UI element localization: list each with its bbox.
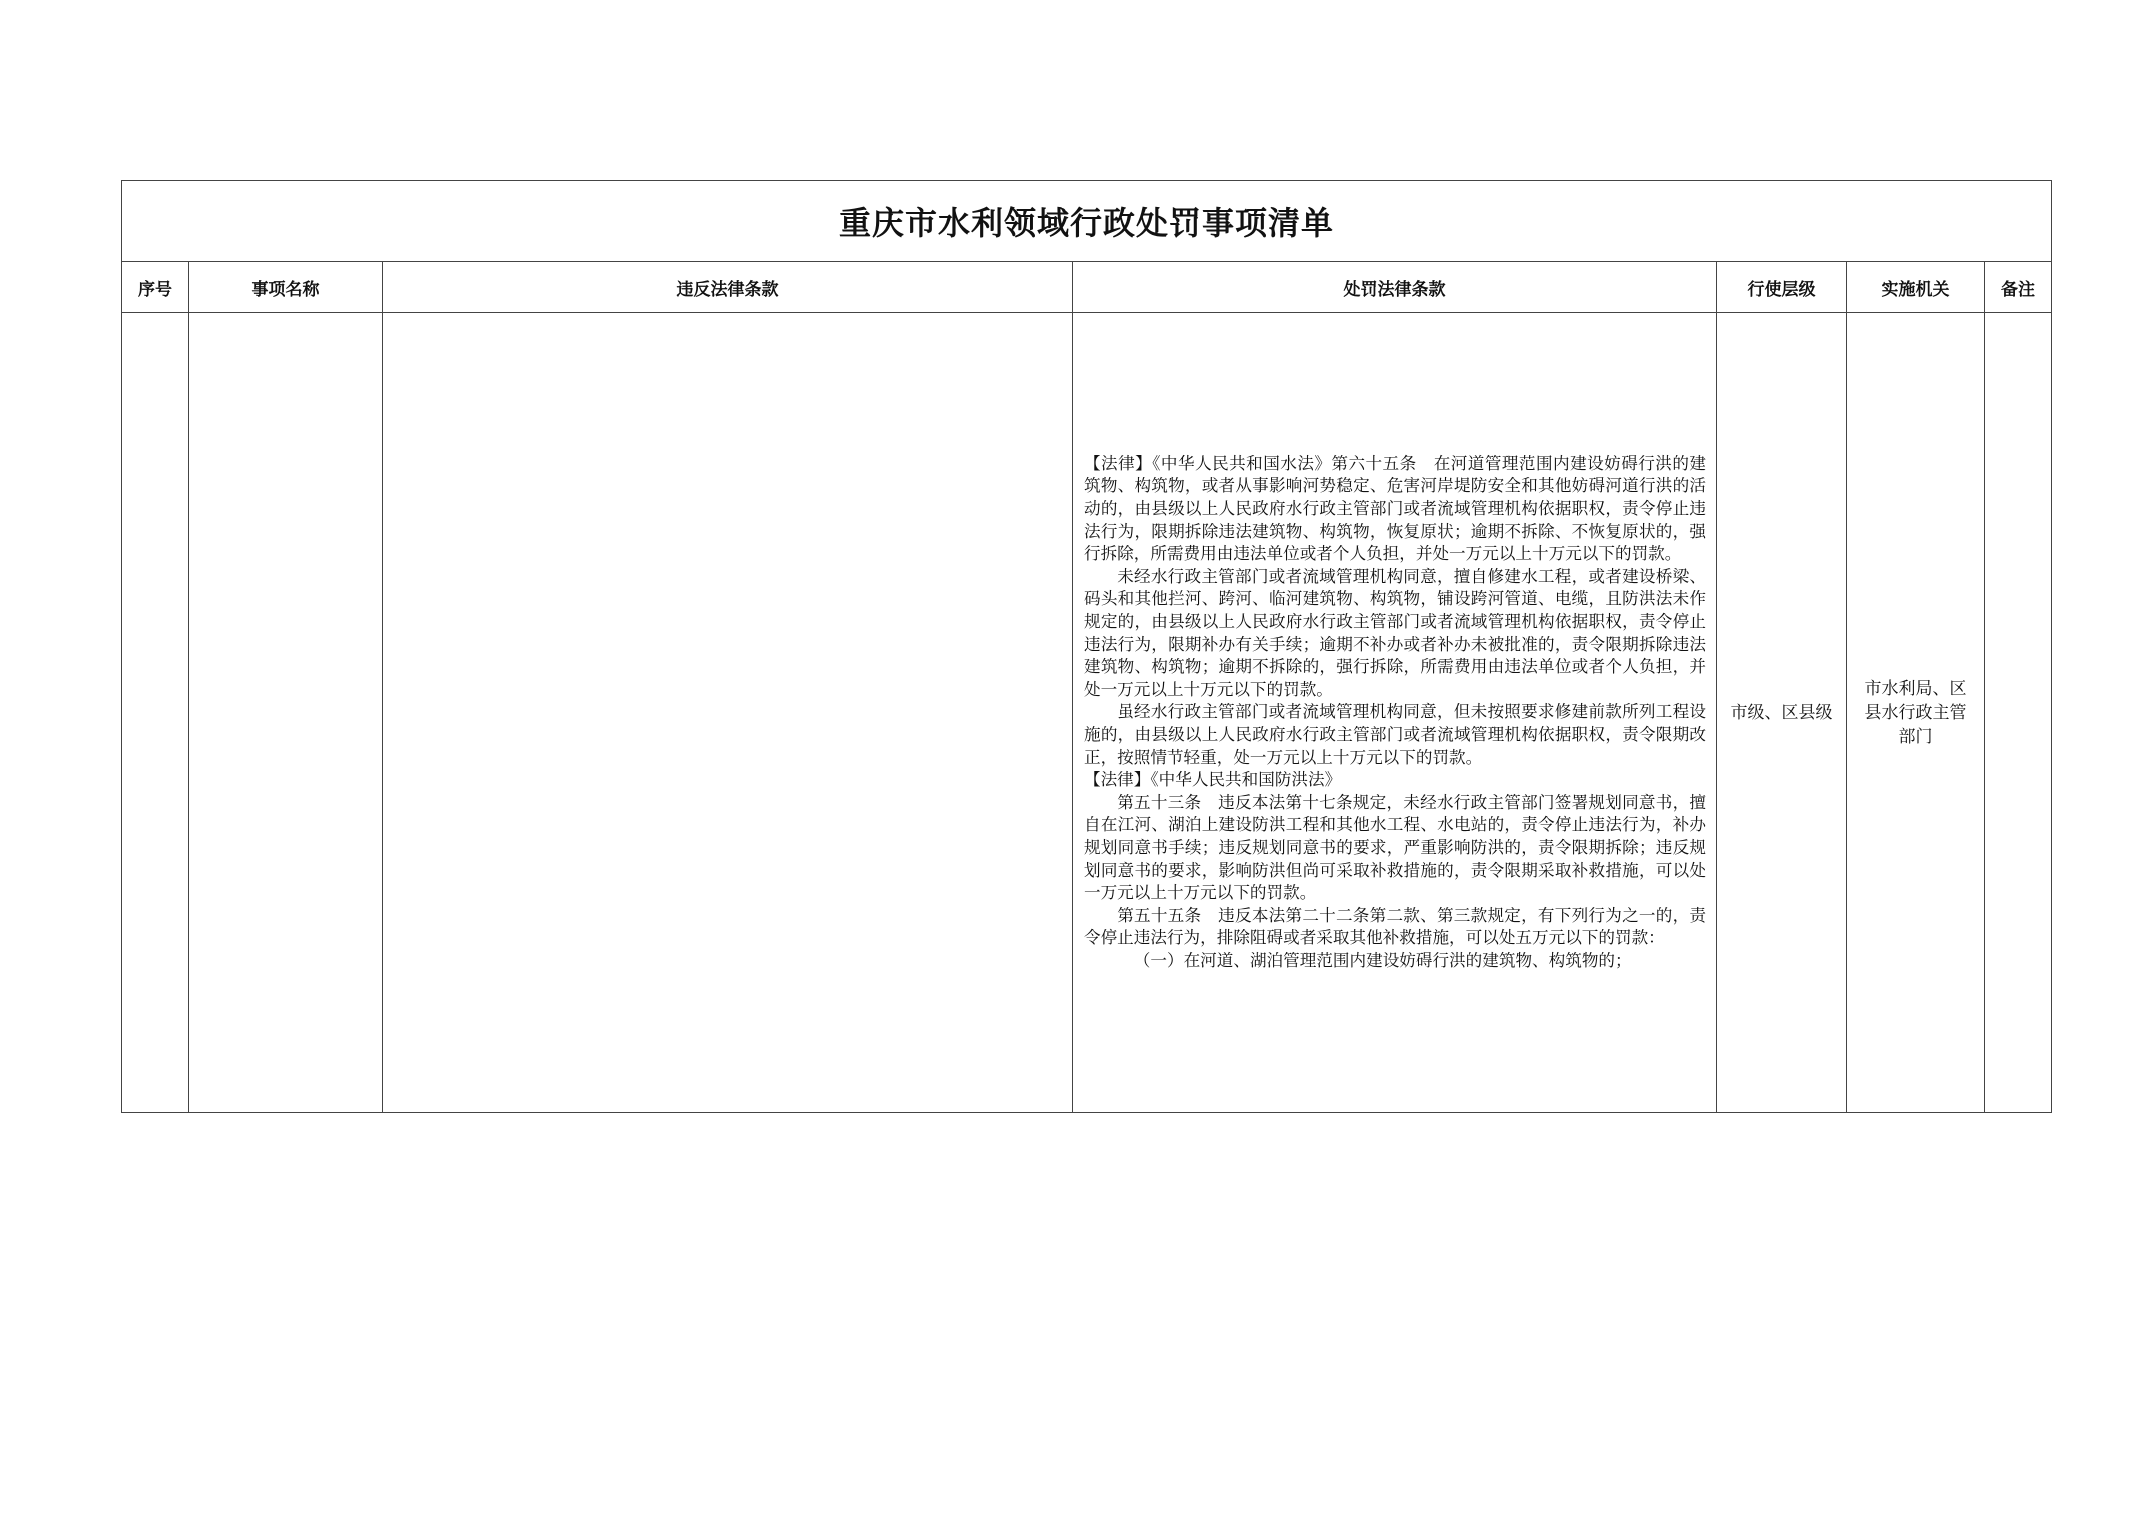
table-header-row [122, 262, 2052, 313]
penalty-clause-text [1073, 453, 1716, 973]
document-title: 重庆市水利领域行政处罚事项清单 [122, 181, 2052, 262]
penalty-list-table [121, 180, 2052, 1113]
cell-implementing-agency [1847, 313, 1985, 1113]
penalty-paragraph: （一）在河道、湖泊管理范围内建设妨碍行洪的建筑物、构筑物的； [1133, 950, 1632, 970]
penalty-paragraph: 第五十五条 违反本法第二十二条第二款、第三款规定，有下列行为之一的，责令停止违法行为，排除阻碍或者采取其他补救措施，可以处五万元以下的罚款： [1084, 905, 1706, 948]
penalty-paragraph: 【法律】《中华人民共和国水法》第六十五条 在河道管理范围内建设妨碍行洪的建筑物、构筑物，或者从事影响河势稳定、危害河岸堤防安全和其他妨碍河道行洪的活动的，由县级以上人民政府水行政主管部门或者流域管理机构依据职权，责令停止违法行为，限期拆除违法建筑物、构筑物，恢复原状；逾期不拆除、不恢复原状的，强行拆除，所需费用由违法单位或者个人负担，并处一万元以上十万元以下的罚款。 [1084, 453, 1706, 564]
header-implementing-agency: 实施机关 [1847, 262, 1985, 313]
penalty-paragraph: 未经水行政主管部门或者流域管理机构同意，擅自修建水工程，或者建设桥梁、码头和其他拦河、跨河、临河建筑物、构筑物，铺设跨河管道、电缆，且防洪法未作规定的，由县级以上人民政府水行政主管部门或者流域管理机构依据职权，责令停止违法行为，限期补办有关手续；逾期不补办或者补办未被批准的，责令限期拆除违法建筑物、构筑物；逾期不拆除的，强行拆除，所需费用由违法单位或者个人负担，并处一万元以上十万元以下的罚款。 [1084, 566, 1706, 699]
header-penalty-clause: 处罚法律条款 [1073, 262, 1717, 313]
cell-exercise-level [1717, 313, 1847, 1113]
implementing-agency-text: 市水利局、区县水行政主管部门 [1864, 678, 1967, 747]
penalty-paragraph: 虽经水行政主管部门或者流域管理机构同意，但未按照要求修建前款所列工程设施的，由县级以上人民政府水行政主管部门或者流域管理机构依据职权，责令限期改正，按照情节轻重，处一万元以上十万元以下的罚款。 [1084, 702, 1706, 767]
header-exercise-level: 行使层级 [1717, 262, 1847, 313]
header-item-name: 事项名称 [189, 262, 383, 313]
penalty-paragraph: 第五十三条 违反本法第十七条规定，未经水行政主管部门签署规划同意书，擅自在江河、湖泊上建设防洪工程和其他水工程、水电站的，责令停止违法行为，补办规划同意书手续；违反规划同意书的要求，严重影响防洪的，责令限期拆除；违反规划同意书的要求，影响防洪但尚可采取补救措施的，责令限期采取补救措施，可以处一万元以上十万元以下的罚款。 [1084, 792, 1706, 903]
cell-violated-clause [383, 313, 1073, 1113]
penalty-paragraph: 【法律】《中华人民共和国防洪法》 [1084, 770, 1342, 790]
table-row [122, 313, 2052, 1113]
cell-item-name [189, 313, 383, 1113]
header-seq: 序号 [122, 262, 189, 313]
cell-penalty-clause [1073, 313, 1717, 1113]
exercise-level-text: 市级、区县级 [1730, 702, 1833, 723]
cell-seq [122, 313, 189, 1113]
cell-remarks [1985, 313, 2052, 1113]
header-remarks: 备注 [1985, 262, 2052, 313]
header-violated-clause: 违反法律条款 [383, 262, 1073, 313]
